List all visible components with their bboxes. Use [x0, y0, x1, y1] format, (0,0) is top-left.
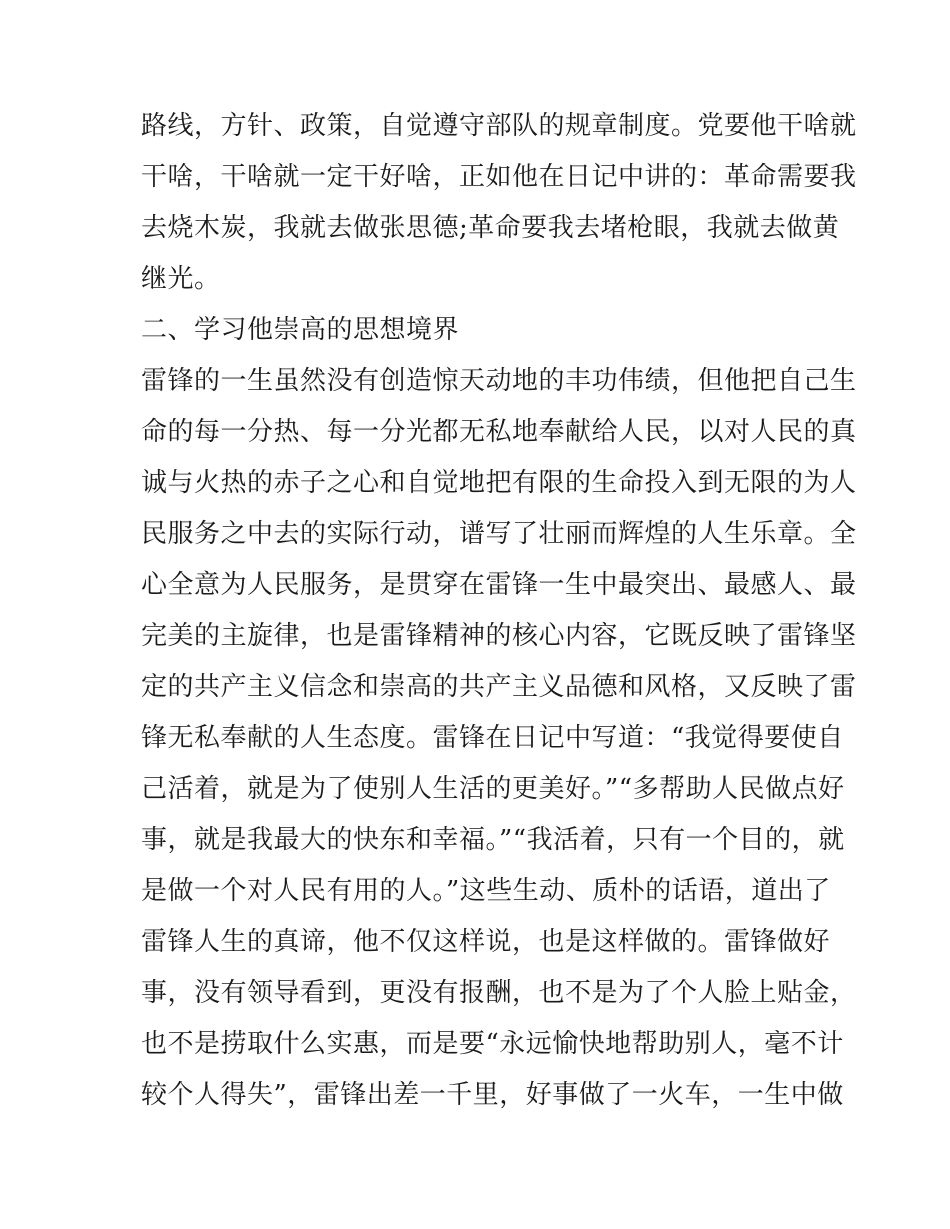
text-line: 是做一个对人民有用的人。”这些生动、质朴的话语，道出了 — [141, 876, 831, 906]
text-line: 民服务之中去的实际行动，谱写了壮丽而辉煌的人生乐章。全 — [141, 519, 857, 549]
text-line: 较个人得失”，雷锋出差一千里，好事做了一火车，一生中做 — [141, 1080, 844, 1110]
text-line: 继光。 — [141, 264, 221, 294]
text-line: 事，没有领导看到，更没有报酬，也不是为了个人脸上贴金， — [141, 978, 857, 1008]
text-line: 完美的主旋律，也是雷锋精神的核心内容，它既反映了雷锋坚 — [141, 621, 857, 651]
text-line: 干啥，干啥就一定干好啥，正如他在日记中讲的：革命需要我 — [141, 162, 857, 192]
text-line: 锋无私奉献的人生态度。雷锋在日记中写道：“我觉得要使自 — [141, 723, 844, 753]
text-line: 定的共产主义信念和崇高的共产主义品德和风格，又反映了雷 — [141, 672, 857, 702]
document-body — [141, 101, 857, 1121]
text-line: 去烧木炭，我就去做张思德;革命要我去堵枪眼，我就去做黄 — [141, 213, 840, 243]
text-line: 己活着，就是为了使别人生活的更美好。”“多帮助人民做点好 — [141, 774, 845, 804]
text-line: 命的每一分热、每一分光都无私地奉献给人民，以对人民的真 — [141, 417, 857, 447]
text-line: 心全意为人民服务，是贯穿在雷锋一生中最突出、最感人、最 — [141, 570, 857, 600]
section-heading: 二、学习他崇高的思想境界 — [141, 315, 460, 345]
text-line: 也不是捞取什么实惠，而是要“永远愉快地帮助别人，毫不计 — [141, 1029, 844, 1059]
text-line: 事，就是我最大的快东和幸福。”“我活着，只有一个目的，就 — [141, 825, 845, 855]
text-line: 诚与火热的赤子之心和自觉地把有限的生命投入到无限的为人 — [141, 468, 857, 498]
text-line: 雷锋人生的真谛，他不仅这样说，也是这样做的。雷锋做好 — [141, 927, 831, 957]
text-line: 雷锋的一生虽然没有创造惊天动地的丰功伟绩，但他把自己生 — [141, 366, 857, 396]
text-line: 路线，方针、政策，自觉遵守部队的规章制度。党要他干啥就 — [141, 111, 857, 141]
